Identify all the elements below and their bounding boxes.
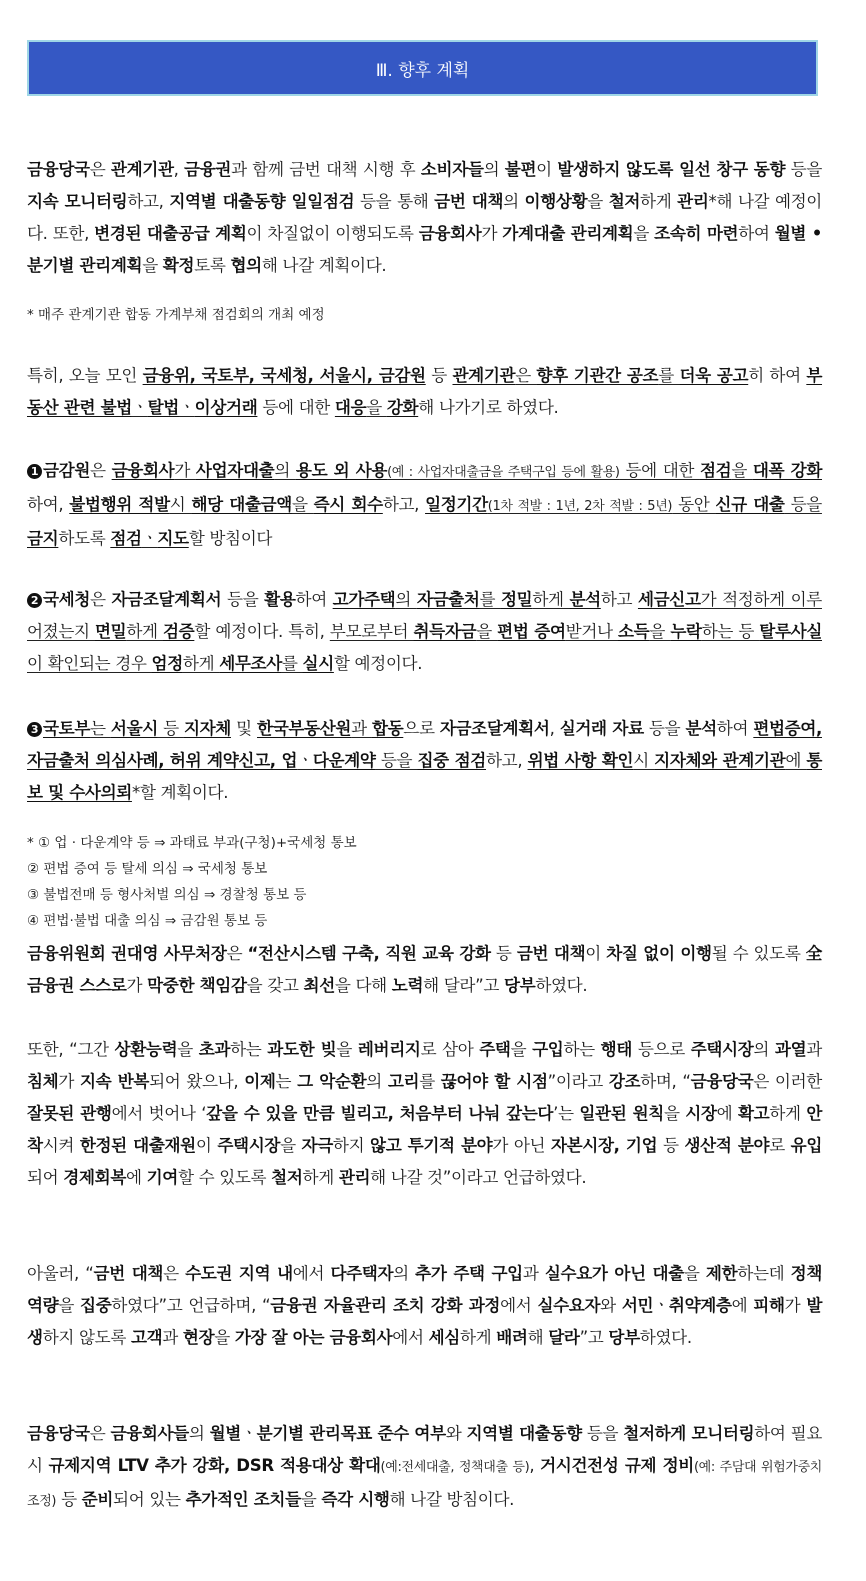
section-title: Ⅲ. 향후 계획 (375, 60, 470, 81)
footnote-item: ② 편법 증여 등 탈세 의심 ⇒ 국세청 통보 (27, 861, 268, 877)
numbered-marker-icon: 2 (27, 593, 42, 608)
footnote-item: ④ 편법·불법 대출 의심 ⇒ 금감원 통보 등 (27, 913, 268, 929)
paragraph-secretary-general-remarks: 금융위원회 권대영 사무처장은 “전산시스템 구축, 직원 교육 강화 등 금번 대책이 차질 없이 이행될 수 있도록 全 금융권 스스로가 막중한 책임감을 갖고 최선을 다해 노력해 달라”고 당부하였다. (27, 944, 822, 995)
footnote-item: ③ 불법전매 등 형사처벌 의심 ⇒ 경찰청 통보 등 (27, 887, 307, 903)
numbered-marker-icon: 3 (27, 722, 42, 737)
paragraph-additional-measures: 금융당국은 금융회사들의 월별ㆍ분기별 관리목표 준수 여부와 지역별 대출동향 등을 철저하게 모니터링하여 필요시 규제지역 LTV 추가 강화, DSR 적용대상 확대(예:전세대출, 정책대출 등), 거시건전성 규제 정비(예: 주담대 위험가중치 조정) 등 준비되어 있는 추가적인 조치들을 즉각 시행해 나갈 방침이다. (27, 1424, 823, 1509)
paragraph-nts-plan: 2 국세청은 자금조달계획서 등을 활용하여 고가주택의 자금출처를 정밀하게 분석하고 세금신고가 적정하게 이루어졌는지 면밀하게 검증할 예정이다. 특히, 부모로부터 취득자금을 편법 증여받거나 소득을 누락하는 등 탈루사실이 확인되는 경우 엄정하게 세무조사를 실시할 예정이다. (27, 590, 822, 673)
footnote-list (27, 830, 822, 934)
paragraph-policy-focus-remarks: 아울러, “금번 대책은 수도권 지역 내에서 다주택자의 추가 주택 구입과 실수요가 아닌 대출을 제한하는데 정책 역량을 집중하였다”고 언급하며, “금융권 자율관리 조치 강화 과정에서 실수요자와 서민ㆍ취약계층에 피해가 발생하지 않도록 고객과 현장을 가장 잘 아는 금융회사에서 세심하게 배려해 달라”고 당부하였다. (27, 1264, 823, 1347)
footnote-weekly-meeting: * 매주 관계기관 합동 가계부채 점검회의 개최 예정 (27, 307, 325, 323)
footnote-item: * ① 업 · 다운계약 등 ⇒ 과태료 부과(구청)+국세청 통보 (27, 835, 357, 851)
paragraph-fss-plan: 1 금감원은 금융회사가 사업자대출의 용도 외 사용(예 : 사업자대출금을 주택구입 등에 활용) 등에 대한 점검을 대폭 강화하여, 불법행위 적발시 해당 대출금액을 즉시 회수하고, 일정기간(1차 적발 : 1년, 2차 적발 : 5년) 동안 신규 대출 등을 금지하도록 점검ㆍ지도할 방침이다 (27, 461, 823, 548)
numbered-marker-icon: 1 (27, 464, 42, 479)
paragraph-molit-plan: 3 국토부는 서울시 등 지자체 및 한국부동산원과 합동으로 자금조달계획서, 실거래 자료 등을 분석하여 편법증여, 자금출처 의심사례, 허위 계약신고, 업ㆍ다운계약 등을 집중 점검하고, 위법 사항 확인시 지자체와 관계기관에 통보 및 수사의뢰*할 계획이다. (27, 719, 822, 802)
paragraph-debt-cycle-remarks: 또한, “그간 상환능력을 초과하는 과도한 빚을 레버리지로 삼아 주택을 구입하는 행태 등으로 주택시장의 과열과 침체가 지속 반복되어 왔으나, 이제는 그 악순환의 고리를 끊어야 할 시점”이라고 강조하며, “금융당국은 이러한 잘못된 관행에서 벗어나 ‘갚을 수 있을 만큼 빌리고, 처음부터 나눠 갚는다’는 일관된 원칙을 시장에 확고하게 안착시켜 한정된 대출재원이 주택시장을 자극하지 않고 투기적 분야가 아닌 자본시장, 기업 등 생산적 분야로 유입되어 경제회복에 기여할 수 있도록 철저하게 관리해 나갈 것”이라고 언급하였다. (27, 1040, 823, 1187)
section-header (27, 40, 818, 96)
paragraph-agency-cooperation: 특히, 오늘 모인 금융위, 국토부, 국세청, 서울시, 금감원 등 관계기관은 향후 기관간 공조를 더욱 공고히 하여 부동산 관련 불법ㆍ탈법ㆍ이상거래 등에 대한 대응을 강화해 나가기로 하였다. (27, 366, 823, 417)
paragraph-monitoring-plan: 금융당국은 관계기관, 금융권과 함께 금번 대책 시행 후 소비자들의 불편이 발생하지 않도록 일선 창구 동향 등을 지속 모니터링하고, 지역별 대출동향 일일점검 등을 통해 금번 대책의 이행상황을 철저하게 관리*해 나갈 예정이다. 또한, 변경된 대출공급 계획이 차질없이 이행되도록 금융회사가 가계대출 관리계획을 조속히 마련하여 월별 • 분기별 관리계획을 확정토록 협의해 나갈 계획이다. (27, 160, 823, 275)
